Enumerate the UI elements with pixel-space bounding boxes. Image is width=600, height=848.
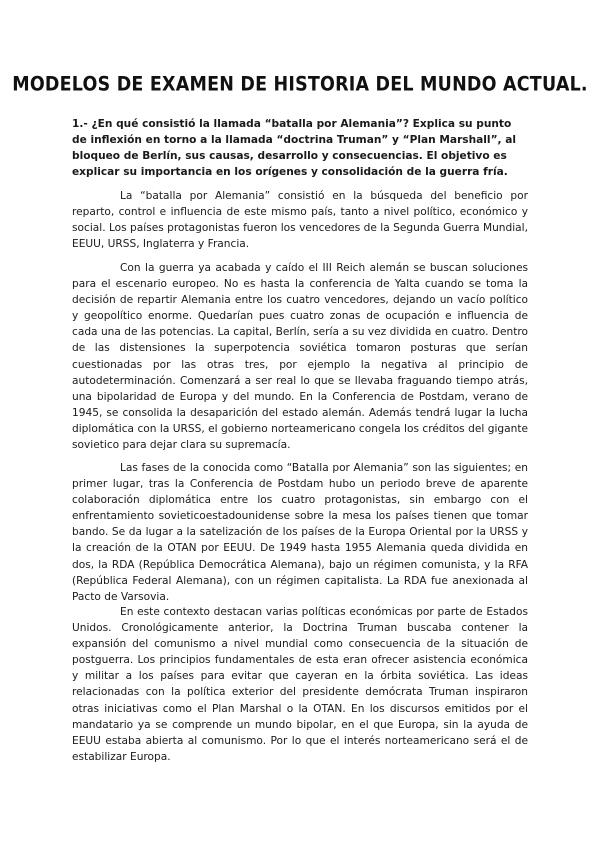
document-title: MODELOS DE EXAMEN DE HISTORIA DEL MUNDO ACTUAL. xyxy=(12,73,588,97)
exam-question: 1.- ¿En qué consistió la llamada “batalla por Alemania”? Explica su punto de inflexión en torno a la llamada “doctrina Truman” y “Plan Marshall”, al bloqueo de Berlín, sus causas, desarrollo y consecuencias. El objetivo es explicar su importancia en los orígenes y consolidación de la guerra fría. xyxy=(72,118,517,178)
answer-paragraph-1: La “batalla por Alemania” consistió en la búsqueda del beneficio por reparto, control e influencia de este mismo país, tanto a nivel político, económico y social. Los países protagonistas fueron los vencedores de la Segunda Guerra Mundial, EEUU, URSS, Inglaterra y Francia. xyxy=(72,190,528,251)
answer-paragraph-4: En este contexto destacan varias políticas económicas por parte de Estados Unidos. Cronológicamente anterior, la Doctrina Truman buscaba contener la expansión del comunismo a nivel mundial como consecuencia de la situación de postguerra. Los principios fundamentales de esta eran ofrecer asistencia económica y militar a los países para evitar que cayeran en la órbita soviética. Las ideas relacionadas con la política exterior del presidente demócrata Truman inspiraron otras iniciativas como el Plan Marshal o la OTAN. En los discursos emitidos por el mandatario ya se comprende un mundo bipolar, en el que Europa, sin la ayuda de EEUU estaba abierta al comunismo. Por lo que el interés norteamericano será el de estabilizar Europa. xyxy=(72,606,528,763)
answer-paragraph-2: Con la guerra ya acabada y caído el III Reich alemán se buscan soluciones para el escenario europeo. No es hasta la conferencia de Yalta cuando se toma la decisión de repartir Alemania entre los cuatro vencedores, dejando un vacío político y geopolítico enorme. Quedarían pues cuatro zonas de ocupación e influencia de cada una de las potencias. La capital, Berlín, sería a su vez dividida en cuatro. Dentro de las distensiones la superpotencia soviética tomaron posturas que serían cuestionadas por las otras tres, por ejemplo la negativa al principio de autodeterminación. Comenzará a ser real lo que se llevaba fraguando tiempo atrás, una bipolaridad de Europa y del mundo. En la Conferencia de Postdam, verano de 1945, se consolida la desaparición del estado alemán. Además tendrá lugar la lucha diplomática con la URSS, el gobierno norteamericano congela los créditos del gigante sovietico para dejar clara su supremacía. xyxy=(72,262,528,452)
answer-paragraph-3: Las fases de la conocida como “Batalla por Alemania” son las siguientes; en primer lugar, tras la Conferencia de Postdam hubo un periodo breve de aparente colaboración diplomática entre los cuatro protagonistas, sin embargo con el enfrentamiento sovieticoestadounidense sobre la mesa los países tienen que tomar bando. Se da lugar a la satelización de los países de la Europa Oriental por la URSS y la creación de la OTAN por EEUU. De 1949 hasta 1955 Alemania queda dividida en dos, la RDA (República Democrática Alemana), bajo un régimen comunista, y la RFA (República Federal Alemana), con un régimen capitalista. La RDA fue anexionada al Pacto de Varsovia. xyxy=(72,462,528,603)
